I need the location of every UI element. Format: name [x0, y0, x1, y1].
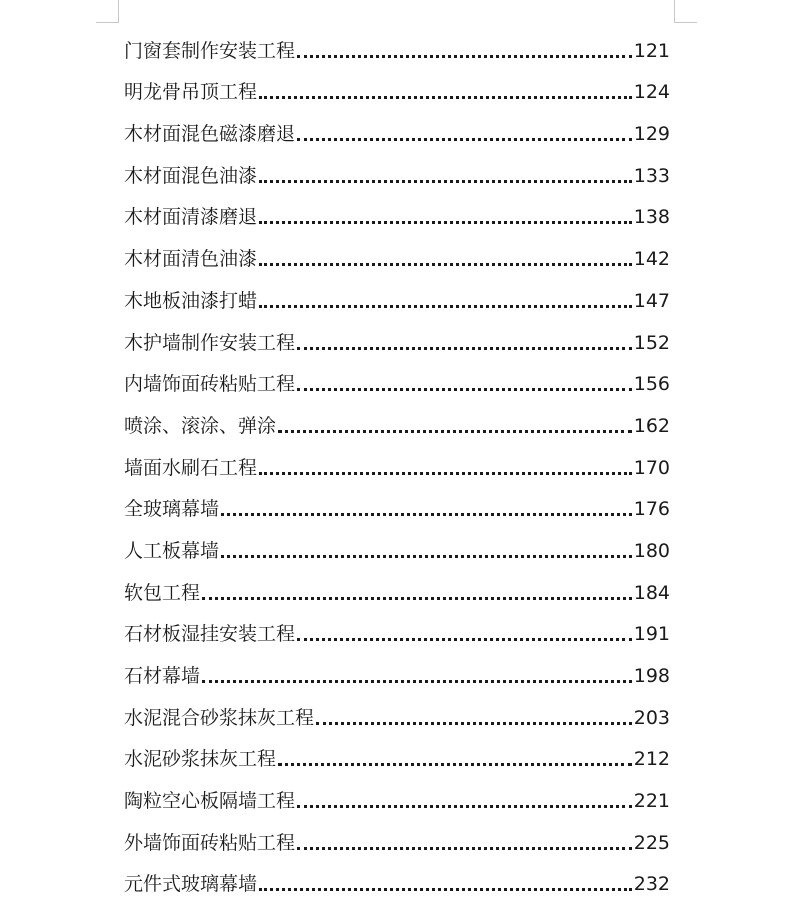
toc-entry-page-number: 162 — [633, 414, 670, 437]
table-of-contents — [124, 24, 670, 899]
toc-dot-leader — [297, 638, 632, 641]
toc-entry-page-number: 152 — [633, 331, 670, 354]
toc-dot-leader — [297, 55, 632, 58]
toc-dot-leader — [259, 472, 632, 475]
toc-entry-page-number: 121 — [633, 39, 670, 62]
toc-dot-leader — [297, 805, 632, 808]
toc-entry-title: 门窗套制作安装工程 — [124, 39, 296, 62]
toc-entry-page-number: 129 — [633, 123, 670, 146]
toc-entry-title: 木护墙制作安装工程 — [124, 331, 296, 354]
toc-entry-title: 木材面混色磁漆磨退 — [124, 123, 296, 146]
toc-entry[interactable] — [124, 107, 670, 149]
toc-entry-page-number: 191 — [633, 623, 670, 646]
toc-dot-leader — [259, 888, 632, 891]
toc-dot-leader — [221, 513, 632, 516]
toc-entry-page-number: 180 — [633, 539, 670, 562]
toc-entry-title: 明龙骨吊顶工程 — [124, 81, 258, 104]
toc-dot-leader — [202, 597, 632, 600]
toc-entry-title: 石材幕墙 — [124, 665, 201, 687]
toc-entry[interactable] — [124, 358, 670, 400]
page-corner-mark-left — [96, 0, 119, 23]
toc-entry[interactable] — [124, 816, 670, 858]
toc-dot-leader — [202, 680, 632, 683]
toc-entry-page-number: 212 — [633, 748, 670, 771]
toc-entry-title: 喷涂、滚涂、弹涂 — [124, 414, 277, 437]
toc-entry[interactable] — [124, 191, 670, 233]
toc-entry-title: 木材面混色油漆 — [124, 164, 258, 187]
toc-entry[interactable] — [124, 399, 670, 441]
toc-dot-leader — [259, 221, 632, 224]
toc-entry-page-number: 170 — [633, 456, 670, 479]
toc-entry-page-number: 156 — [633, 373, 670, 396]
toc-dot-leader — [221, 555, 632, 558]
toc-entry-title: 外墙饰面砖粘贴工程 — [124, 831, 296, 854]
toc-entry-title: 木地板油漆打蜡 — [124, 289, 258, 312]
toc-entry[interactable] — [124, 24, 670, 66]
toc-dot-leader — [259, 305, 632, 308]
toc-entry-page-number: 176 — [633, 498, 670, 521]
toc-dot-leader — [259, 96, 632, 99]
toc-dot-leader — [278, 430, 632, 433]
toc-entry-page-number: 147 — [633, 289, 670, 312]
toc-dot-leader — [259, 180, 632, 183]
toc-entry[interactable] — [124, 316, 670, 358]
toc-dot-leader — [297, 347, 632, 350]
toc-entry[interactable] — [124, 66, 670, 108]
toc-entry[interactable] — [124, 733, 670, 775]
toc-entry-page-number: 232 — [633, 873, 670, 896]
toc-entry-title: 水泥砂浆抹灰工程 — [124, 748, 277, 771]
toc-entry-title: 墙面水刷石工程 — [124, 456, 258, 479]
toc-entry-title: 石材板湿挂安装工程 — [124, 623, 296, 646]
toc-entry-page-number: 221 — [633, 790, 670, 813]
toc-entry-page-number: 225 — [633, 831, 670, 854]
toc-dot-leader — [297, 138, 632, 141]
toc-dot-leader — [316, 722, 632, 725]
toc-entry-title: 人工板幕墙 — [124, 539, 220, 562]
toc-entry-title: 木材面清漆磨退 — [124, 206, 258, 229]
toc-entry-page-number: 184 — [633, 581, 670, 604]
toc-entry[interactable] — [124, 524, 670, 566]
page-corner-mark-right — [674, 0, 697, 23]
toc-entry-title: 全玻璃幕墙 — [124, 498, 220, 521]
toc-entry[interactable] — [124, 774, 670, 816]
toc-dot-leader — [278, 763, 632, 766]
toc-entry[interactable] — [124, 274, 670, 316]
toc-entry[interactable] — [124, 858, 670, 899]
toc-dot-leader — [297, 847, 632, 850]
toc-entry[interactable] — [124, 483, 670, 525]
toc-entry[interactable] — [124, 441, 670, 483]
toc-entry-title: 元件式玻璃幕墙 — [124, 873, 258, 896]
toc-entry[interactable] — [124, 149, 670, 191]
toc-entry[interactable] — [124, 232, 670, 274]
toc-entry-page-number: 203 — [633, 706, 670, 729]
toc-entry-page-number: 133 — [633, 164, 670, 187]
toc-entry[interactable] — [124, 649, 670, 691]
toc-entry-page-number: 198 — [633, 665, 670, 687]
toc-entry-title: 水泥混合砂浆抹灰工程 — [124, 706, 315, 729]
toc-entry-page-number: 138 — [633, 206, 670, 229]
toc-entry[interactable] — [124, 691, 670, 733]
toc-dot-leader — [259, 263, 632, 266]
toc-entry-title: 陶粒空心板隔墙工程 — [124, 790, 296, 813]
toc-entry-title: 内墙饰面砖粘贴工程 — [124, 373, 296, 396]
toc-entry[interactable] — [124, 566, 670, 608]
toc-entry-page-number: 124 — [633, 81, 670, 104]
toc-entry[interactable] — [124, 608, 670, 650]
toc-entry-title: 木材面清色油漆 — [124, 248, 258, 271]
toc-dot-leader — [297, 388, 632, 391]
toc-entry-page-number: 142 — [633, 248, 670, 271]
toc-entry-title: 软包工程 — [124, 581, 201, 604]
